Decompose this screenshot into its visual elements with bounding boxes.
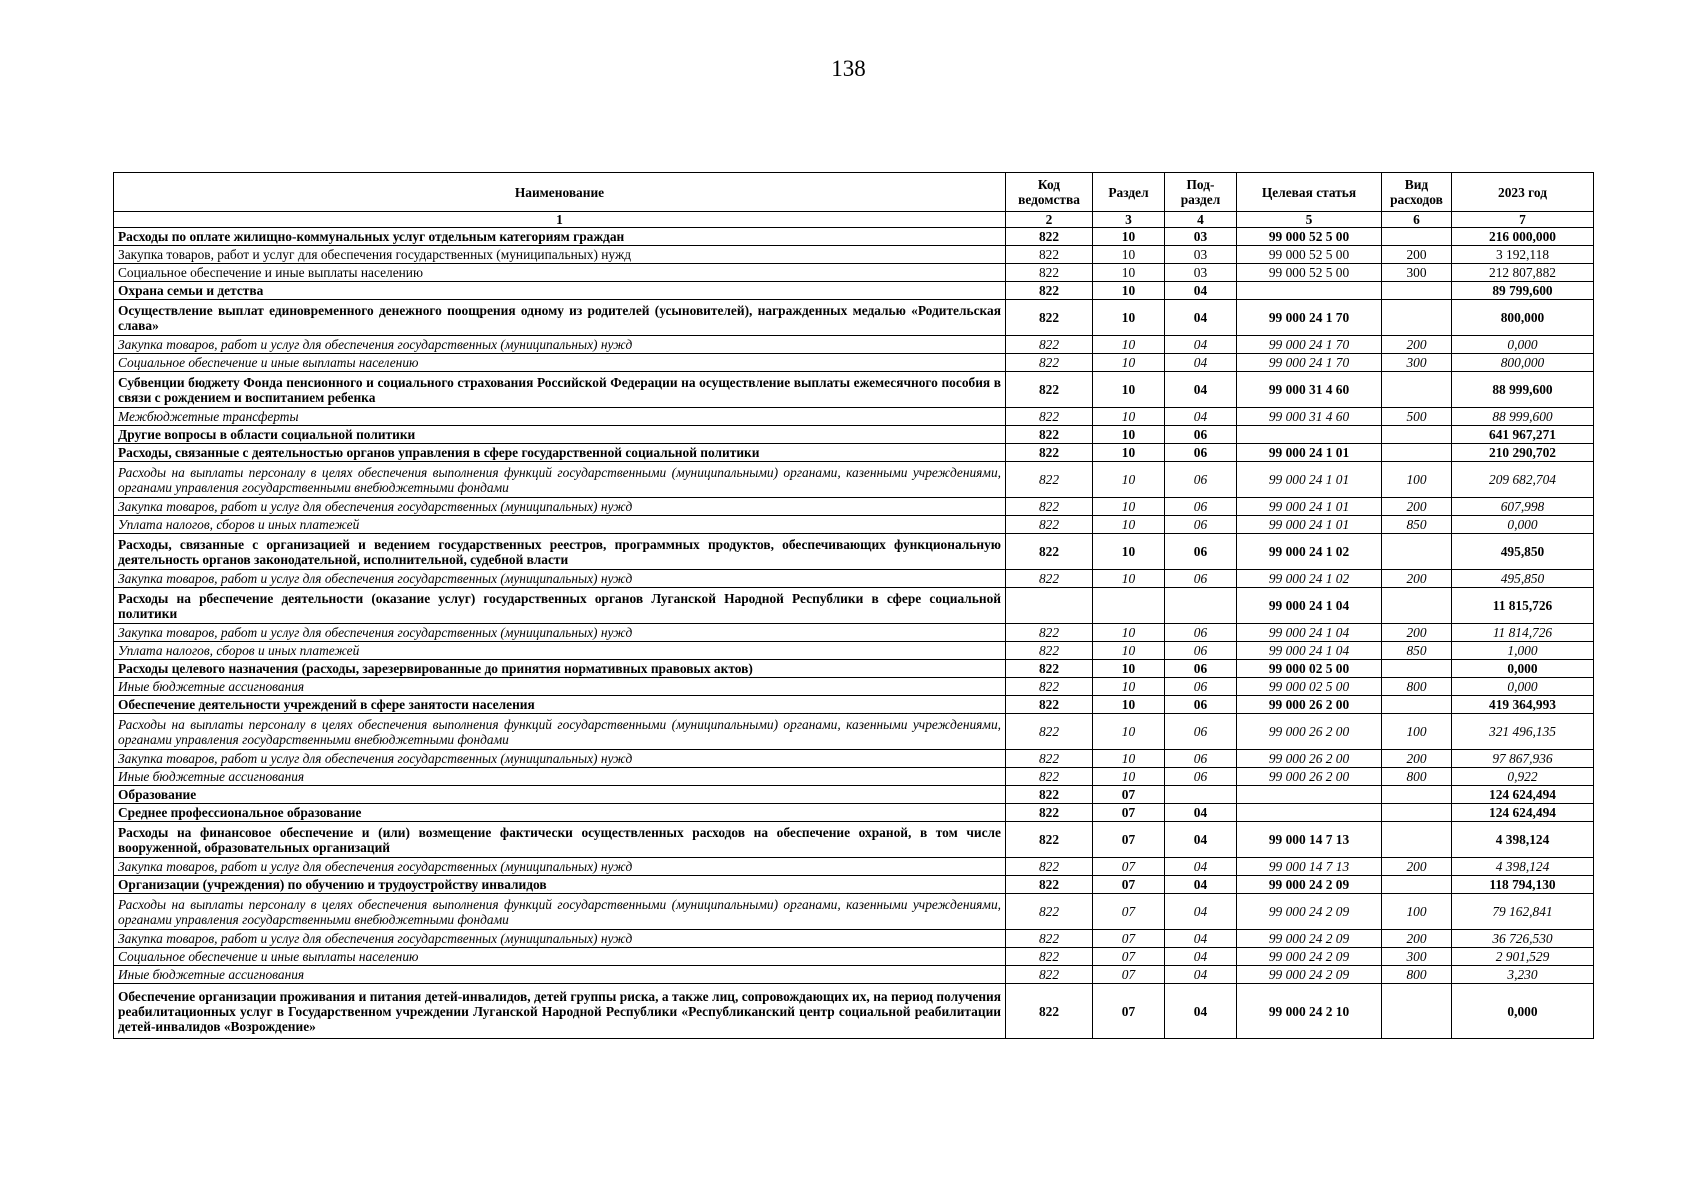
row-amount: 1,000 bbox=[1452, 642, 1594, 660]
row-subsection: 04 bbox=[1165, 984, 1237, 1039]
row-dept-code: 822 bbox=[1006, 570, 1093, 588]
row-section: 07 bbox=[1093, 948, 1165, 966]
table-row bbox=[114, 444, 1594, 462]
row-expense-kind bbox=[1382, 588, 1452, 624]
row-expense-kind: 800 bbox=[1382, 678, 1452, 696]
row-target-article: 99 000 31 4 60 bbox=[1237, 372, 1382, 408]
row-name: Расходы на рбеспечение деятельности (оказание услуг) государственных органов Луганской Народной Республики в сфере социальной политики bbox=[114, 588, 1006, 624]
table-row bbox=[114, 696, 1594, 714]
table-row bbox=[114, 300, 1594, 336]
row-amount: 11 814,726 bbox=[1452, 624, 1594, 642]
table-row bbox=[114, 768, 1594, 786]
row-name: Иные бюджетные ассигнования bbox=[114, 768, 1006, 786]
row-target-article: 99 000 24 2 09 bbox=[1237, 948, 1382, 966]
row-section: 07 bbox=[1093, 822, 1165, 858]
row-expense-kind: 300 bbox=[1382, 264, 1452, 282]
column-number: 5 bbox=[1237, 212, 1382, 228]
row-section: 07 bbox=[1093, 966, 1165, 984]
row-subsection: 04 bbox=[1165, 876, 1237, 894]
row-amount: 88 999,600 bbox=[1452, 372, 1594, 408]
row-amount: 210 290,702 bbox=[1452, 444, 1594, 462]
row-amount: 2 901,529 bbox=[1452, 948, 1594, 966]
row-target-article bbox=[1237, 282, 1382, 300]
table-row bbox=[114, 948, 1594, 966]
row-dept-code: 822 bbox=[1006, 498, 1093, 516]
table-row bbox=[114, 462, 1594, 498]
row-subsection: 06 bbox=[1165, 696, 1237, 714]
row-expense-kind bbox=[1382, 300, 1452, 336]
table-row bbox=[114, 498, 1594, 516]
row-subsection: 06 bbox=[1165, 714, 1237, 750]
row-amount: 419 364,993 bbox=[1452, 696, 1594, 714]
row-dept-code: 822 bbox=[1006, 948, 1093, 966]
row-amount: 607,998 bbox=[1452, 498, 1594, 516]
row-subsection: 06 bbox=[1165, 462, 1237, 498]
row-subsection: 04 bbox=[1165, 300, 1237, 336]
row-subsection: 06 bbox=[1165, 498, 1237, 516]
row-subsection bbox=[1165, 588, 1237, 624]
row-name: Обеспечение организации проживания и питания детей-инвалидов, детей группы риска, а также лиц, сопровождающих их, на период получения реабилитационных услуг в Государственном учреждении Луганской Народной Республики «Республиканский центр социальной реабилитации детей-инвалидов «Возрождение» bbox=[114, 984, 1006, 1039]
row-section: 10 bbox=[1093, 624, 1165, 642]
table-row bbox=[114, 588, 1594, 624]
row-name: Социальное обеспечение и иные выплаты населению bbox=[114, 264, 1006, 282]
row-expense-kind: 200 bbox=[1382, 570, 1452, 588]
row-subsection: 04 bbox=[1165, 336, 1237, 354]
row-section: 10 bbox=[1093, 336, 1165, 354]
row-dept-code: 822 bbox=[1006, 246, 1093, 264]
row-dept-code: 822 bbox=[1006, 984, 1093, 1039]
row-name: Субвенции бюджету Фонда пенсионного и социального страхования Российской Федерации на осуществление выплаты ежемесячного пособия в связи с рождением и воспитанием ребенка bbox=[114, 372, 1006, 408]
row-expense-kind: 200 bbox=[1382, 750, 1452, 768]
row-expense-kind bbox=[1382, 228, 1452, 246]
row-dept-code: 822 bbox=[1006, 750, 1093, 768]
table-row bbox=[114, 678, 1594, 696]
row-expense-kind: 500 bbox=[1382, 408, 1452, 426]
row-target-article: 99 000 24 1 01 bbox=[1237, 444, 1382, 462]
row-expense-kind: 200 bbox=[1382, 858, 1452, 876]
row-dept-code: 822 bbox=[1006, 930, 1093, 948]
table-row bbox=[114, 426, 1594, 444]
row-amount: 800,000 bbox=[1452, 354, 1594, 372]
row-target-article: 99 000 52 5 00 bbox=[1237, 228, 1382, 246]
header-dept-code: Код ведомства bbox=[1006, 173, 1093, 212]
row-subsection: 06 bbox=[1165, 570, 1237, 588]
table-row bbox=[114, 228, 1594, 246]
table-header-row bbox=[114, 173, 1594, 212]
row-section: 07 bbox=[1093, 786, 1165, 804]
row-target-article: 99 000 26 2 00 bbox=[1237, 696, 1382, 714]
table-row bbox=[114, 858, 1594, 876]
row-dept-code: 822 bbox=[1006, 714, 1093, 750]
table-row bbox=[114, 894, 1594, 930]
row-target-article: 99 000 24 2 09 bbox=[1237, 930, 1382, 948]
row-dept-code: 822 bbox=[1006, 858, 1093, 876]
header-subsection: Под-раздел bbox=[1165, 173, 1237, 212]
budget-table bbox=[113, 172, 1594, 1039]
row-dept-code: 822 bbox=[1006, 282, 1093, 300]
row-expense-kind: 200 bbox=[1382, 930, 1452, 948]
row-target-article: 99 000 24 1 01 bbox=[1237, 462, 1382, 498]
row-target-article: 99 000 24 1 02 bbox=[1237, 570, 1382, 588]
row-subsection: 06 bbox=[1165, 624, 1237, 642]
column-number: 4 bbox=[1165, 212, 1237, 228]
row-name: Среднее профессиональное образование bbox=[114, 804, 1006, 822]
row-target-article: 99 000 24 1 70 bbox=[1237, 300, 1382, 336]
row-subsection: 04 bbox=[1165, 894, 1237, 930]
row-subsection: 03 bbox=[1165, 264, 1237, 282]
row-expense-kind bbox=[1382, 660, 1452, 678]
row-expense-kind: 200 bbox=[1382, 624, 1452, 642]
table-row bbox=[114, 516, 1594, 534]
row-name: Осуществление выплат единовременного денежного поощрения одному из родителей (усыновителей), награжденных медалью «Родительская слава» bbox=[114, 300, 1006, 336]
row-target-article: 99 000 24 1 02 bbox=[1237, 534, 1382, 570]
row-target-article: 99 000 52 5 00 bbox=[1237, 264, 1382, 282]
row-name: Закупка товаров, работ и услуг для обеспечения государственных (муниципальных) нужд bbox=[114, 624, 1006, 642]
table-row bbox=[114, 624, 1594, 642]
row-dept-code: 822 bbox=[1006, 228, 1093, 246]
row-amount: 124 624,494 bbox=[1452, 786, 1594, 804]
row-dept-code: 822 bbox=[1006, 372, 1093, 408]
row-subsection: 06 bbox=[1165, 426, 1237, 444]
row-amount: 79 162,841 bbox=[1452, 894, 1594, 930]
column-number: 2 bbox=[1006, 212, 1093, 228]
row-subsection: 06 bbox=[1165, 516, 1237, 534]
row-name: Закупка товаров, работ и услуг для обеспечения государственных (муниципальных) нужд bbox=[114, 750, 1006, 768]
row-target-article: 99 000 24 1 01 bbox=[1237, 516, 1382, 534]
row-expense-kind: 100 bbox=[1382, 714, 1452, 750]
table-row bbox=[114, 714, 1594, 750]
row-target-article: 99 000 24 1 04 bbox=[1237, 642, 1382, 660]
row-expense-kind: 300 bbox=[1382, 354, 1452, 372]
row-name: Образование bbox=[114, 786, 1006, 804]
row-dept-code: 822 bbox=[1006, 660, 1093, 678]
row-expense-kind bbox=[1382, 282, 1452, 300]
row-dept-code bbox=[1006, 588, 1093, 624]
row-name: Охрана семьи и детства bbox=[114, 282, 1006, 300]
row-expense-kind bbox=[1382, 786, 1452, 804]
row-expense-kind bbox=[1382, 696, 1452, 714]
row-amount: 0,000 bbox=[1452, 660, 1594, 678]
row-amount: 321 496,135 bbox=[1452, 714, 1594, 750]
column-number: 1 bbox=[114, 212, 1006, 228]
row-section: 07 bbox=[1093, 858, 1165, 876]
row-name: Социальное обеспечение и иные выплаты населению bbox=[114, 948, 1006, 966]
row-amount: 212 807,882 bbox=[1452, 264, 1594, 282]
row-expense-kind bbox=[1382, 876, 1452, 894]
table-row bbox=[114, 660, 1594, 678]
row-subsection: 06 bbox=[1165, 660, 1237, 678]
row-name: Иные бюджетные ассигнования bbox=[114, 678, 1006, 696]
row-amount: 3 192,118 bbox=[1452, 246, 1594, 264]
row-section: 07 bbox=[1093, 894, 1165, 930]
row-dept-code: 822 bbox=[1006, 354, 1093, 372]
row-target-article: 99 000 52 5 00 bbox=[1237, 246, 1382, 264]
row-section: 10 bbox=[1093, 426, 1165, 444]
row-name: Расходы, связанные с деятельностью органов управления в сфере государственной социальной политики bbox=[114, 444, 1006, 462]
row-target-article: 99 000 14 7 13 bbox=[1237, 858, 1382, 876]
row-expense-kind: 800 bbox=[1382, 966, 1452, 984]
row-target-article: 99 000 26 2 00 bbox=[1237, 768, 1382, 786]
row-subsection: 03 bbox=[1165, 246, 1237, 264]
row-subsection: 06 bbox=[1165, 768, 1237, 786]
row-expense-kind: 200 bbox=[1382, 498, 1452, 516]
row-subsection: 06 bbox=[1165, 534, 1237, 570]
row-subsection: 04 bbox=[1165, 948, 1237, 966]
row-amount: 3,230 bbox=[1452, 966, 1594, 984]
row-dept-code: 822 bbox=[1006, 336, 1093, 354]
row-amount: 0,000 bbox=[1452, 984, 1594, 1039]
budget-table-body bbox=[114, 228, 1594, 1039]
row-target-article: 99 000 24 2 10 bbox=[1237, 984, 1382, 1039]
row-name: Иные бюджетные ассигнования bbox=[114, 966, 1006, 984]
row-target-article: 99 000 24 1 04 bbox=[1237, 588, 1382, 624]
row-dept-code: 822 bbox=[1006, 768, 1093, 786]
row-expense-kind: 300 bbox=[1382, 948, 1452, 966]
table-row bbox=[114, 246, 1594, 264]
table-row bbox=[114, 822, 1594, 858]
row-subsection: 06 bbox=[1165, 750, 1237, 768]
header-name: Наименование bbox=[114, 173, 1006, 212]
row-section: 10 bbox=[1093, 354, 1165, 372]
row-target-article bbox=[1237, 804, 1382, 822]
row-name: Расходы на финансовое обеспечение и (или) возмещение фактически осуществленных расходов на обеспечение охраной, в том числе вооруженной, образовательных организаций bbox=[114, 822, 1006, 858]
row-name: Расходы, связанные с организацией и ведением государственных реестров, программных продуктов, обеспечивающих функциональную деятельность органов законодательной, исполнительной, судебной власти bbox=[114, 534, 1006, 570]
row-section: 10 bbox=[1093, 300, 1165, 336]
row-subsection: 04 bbox=[1165, 966, 1237, 984]
table-row bbox=[114, 570, 1594, 588]
row-name: Закупка товаров, работ и услуг для обеспечения государственных (муниципальных) нужд bbox=[114, 570, 1006, 588]
row-section: 10 bbox=[1093, 642, 1165, 660]
row-section: 10 bbox=[1093, 678, 1165, 696]
row-target-article: 99 000 24 2 09 bbox=[1237, 894, 1382, 930]
row-expense-kind: 800 bbox=[1382, 768, 1452, 786]
row-section: 07 bbox=[1093, 876, 1165, 894]
row-dept-code: 822 bbox=[1006, 804, 1093, 822]
row-dept-code: 822 bbox=[1006, 516, 1093, 534]
row-name: Обеспечение деятельности учреждений в сфере занятости населения bbox=[114, 696, 1006, 714]
row-amount: 4 398,124 bbox=[1452, 858, 1594, 876]
row-section: 10 bbox=[1093, 498, 1165, 516]
row-name: Другие вопросы в области социальной политики bbox=[114, 426, 1006, 444]
row-subsection: 06 bbox=[1165, 678, 1237, 696]
row-dept-code: 822 bbox=[1006, 426, 1093, 444]
row-target-article: 99 000 26 2 00 bbox=[1237, 750, 1382, 768]
row-expense-kind bbox=[1382, 822, 1452, 858]
header-expense-kind: Вид расходов bbox=[1382, 173, 1452, 212]
row-section: 10 bbox=[1093, 372, 1165, 408]
row-amount: 89 799,600 bbox=[1452, 282, 1594, 300]
row-subsection: 06 bbox=[1165, 444, 1237, 462]
row-section: 10 bbox=[1093, 516, 1165, 534]
row-section: 10 bbox=[1093, 462, 1165, 498]
column-number: 3 bbox=[1093, 212, 1165, 228]
row-expense-kind: 850 bbox=[1382, 642, 1452, 660]
row-subsection: 04 bbox=[1165, 822, 1237, 858]
table-row bbox=[114, 750, 1594, 768]
row-expense-kind: 100 bbox=[1382, 894, 1452, 930]
row-dept-code: 822 bbox=[1006, 642, 1093, 660]
table-row bbox=[114, 930, 1594, 948]
row-amount: 495,850 bbox=[1452, 534, 1594, 570]
table-row bbox=[114, 354, 1594, 372]
row-subsection: 06 bbox=[1165, 642, 1237, 660]
row-section: 10 bbox=[1093, 696, 1165, 714]
table-row bbox=[114, 372, 1594, 408]
row-amount: 88 999,600 bbox=[1452, 408, 1594, 426]
row-expense-kind bbox=[1382, 984, 1452, 1039]
row-section: 10 bbox=[1093, 750, 1165, 768]
header-target-article: Целевая статья bbox=[1237, 173, 1382, 212]
row-target-article bbox=[1237, 786, 1382, 804]
row-section: 10 bbox=[1093, 660, 1165, 678]
row-amount: 36 726,530 bbox=[1452, 930, 1594, 948]
header-year-2023: 2023 год bbox=[1452, 173, 1594, 212]
row-dept-code: 822 bbox=[1006, 876, 1093, 894]
row-name: Расходы на выплаты персоналу в целях обеспечения выполнения функций государственными (муниципальными) органами, казенными учреждениями, органами управления государственными внебюджетными фондами bbox=[114, 462, 1006, 498]
row-expense-kind bbox=[1382, 534, 1452, 570]
row-subsection: 03 bbox=[1165, 228, 1237, 246]
header-section: Раздел bbox=[1093, 173, 1165, 212]
row-expense-kind: 200 bbox=[1382, 336, 1452, 354]
row-name: Закупка товаров, работ и услуг для обеспечения государственных (муниципальных) нужд bbox=[114, 498, 1006, 516]
row-expense-kind: 850 bbox=[1382, 516, 1452, 534]
table-row bbox=[114, 966, 1594, 984]
row-expense-kind: 100 bbox=[1382, 462, 1452, 498]
row-dept-code: 822 bbox=[1006, 300, 1093, 336]
row-name: Социальное обеспечение и иные выплаты населению bbox=[114, 354, 1006, 372]
row-section: 07 bbox=[1093, 984, 1165, 1039]
row-dept-code: 822 bbox=[1006, 786, 1093, 804]
row-target-article: 99 000 24 1 70 bbox=[1237, 336, 1382, 354]
row-target-article: 99 000 24 1 70 bbox=[1237, 354, 1382, 372]
row-dept-code: 822 bbox=[1006, 264, 1093, 282]
row-amount: 495,850 bbox=[1452, 570, 1594, 588]
row-name: Уплата налогов, сборов и иных платежей bbox=[114, 516, 1006, 534]
row-section: 10 bbox=[1093, 264, 1165, 282]
page-number: 138 bbox=[831, 56, 866, 81]
row-dept-code: 822 bbox=[1006, 462, 1093, 498]
row-subsection: 04 bbox=[1165, 354, 1237, 372]
row-amount: 97 867,936 bbox=[1452, 750, 1594, 768]
column-number: 7 bbox=[1452, 212, 1594, 228]
row-section: 10 bbox=[1093, 228, 1165, 246]
row-section: 07 bbox=[1093, 804, 1165, 822]
row-section: 10 bbox=[1093, 534, 1165, 570]
row-name: Межбюджетные трансферты bbox=[114, 408, 1006, 426]
row-amount: 641 967,271 bbox=[1452, 426, 1594, 444]
row-expense-kind bbox=[1382, 426, 1452, 444]
row-name: Закупка товаров, работ и услуг для обеспечения государственных (муниципальных) нужд bbox=[114, 930, 1006, 948]
row-dept-code: 822 bbox=[1006, 894, 1093, 930]
table-row bbox=[114, 408, 1594, 426]
row-dept-code: 822 bbox=[1006, 678, 1093, 696]
row-dept-code: 822 bbox=[1006, 966, 1093, 984]
row-target-article: 99 000 02 5 00 bbox=[1237, 678, 1382, 696]
row-amount: 0,000 bbox=[1452, 336, 1594, 354]
table-row bbox=[114, 984, 1594, 1039]
row-name: Закупка товаров, работ и услуг для обеспечения государственных (муниципальных) нужд bbox=[114, 336, 1006, 354]
row-expense-kind bbox=[1382, 372, 1452, 408]
table-row bbox=[114, 336, 1594, 354]
row-amount: 11 815,726 bbox=[1452, 588, 1594, 624]
row-subsection: 04 bbox=[1165, 282, 1237, 300]
table-row bbox=[114, 786, 1594, 804]
row-dept-code: 822 bbox=[1006, 822, 1093, 858]
row-dept-code: 822 bbox=[1006, 444, 1093, 462]
row-subsection: 04 bbox=[1165, 372, 1237, 408]
row-amount: 118 794,130 bbox=[1452, 876, 1594, 894]
row-amount: 124 624,494 bbox=[1452, 804, 1594, 822]
row-subsection bbox=[1165, 786, 1237, 804]
row-name: Закупка товаров, работ и услуг для обеспечения государственных (муниципальных) нужд bbox=[114, 246, 1006, 264]
row-amount: 0,000 bbox=[1452, 678, 1594, 696]
row-amount: 209 682,704 bbox=[1452, 462, 1594, 498]
row-amount: 216 000,000 bbox=[1452, 228, 1594, 246]
table-row bbox=[114, 876, 1594, 894]
row-target-article: 99 000 24 1 01 bbox=[1237, 498, 1382, 516]
row-section: 10 bbox=[1093, 444, 1165, 462]
row-target-article: 99 000 14 7 13 bbox=[1237, 822, 1382, 858]
table-row bbox=[114, 642, 1594, 660]
table-row bbox=[114, 534, 1594, 570]
row-section: 10 bbox=[1093, 246, 1165, 264]
column-number: 6 bbox=[1382, 212, 1452, 228]
row-amount: 800,000 bbox=[1452, 300, 1594, 336]
row-amount: 0,922 bbox=[1452, 768, 1594, 786]
row-name: Расходы на выплаты персоналу в целях обеспечения выполнения функций государственными (муниципальными) органами, казенными учреждениями, органами управления государственными внебюджетными фондами bbox=[114, 714, 1006, 750]
row-section: 07 bbox=[1093, 930, 1165, 948]
table-row bbox=[114, 804, 1594, 822]
row-name: Расходы целевого назначения (расходы, зарезервированные до принятия нормативных правовых актов) bbox=[114, 660, 1006, 678]
row-expense-kind bbox=[1382, 804, 1452, 822]
row-dept-code: 822 bbox=[1006, 534, 1093, 570]
row-amount: 0,000 bbox=[1452, 516, 1594, 534]
row-section: 10 bbox=[1093, 282, 1165, 300]
row-target-article: 99 000 24 1 04 bbox=[1237, 624, 1382, 642]
row-dept-code: 822 bbox=[1006, 696, 1093, 714]
row-name: Расходы по оплате жилищно-коммунальных услуг отдельным категориям граждан bbox=[114, 228, 1006, 246]
table-row bbox=[114, 282, 1594, 300]
row-amount: 4 398,124 bbox=[1452, 822, 1594, 858]
row-subsection: 04 bbox=[1165, 930, 1237, 948]
row-target-article: 99 000 24 2 09 bbox=[1237, 966, 1382, 984]
row-subsection: 04 bbox=[1165, 804, 1237, 822]
table-row bbox=[114, 264, 1594, 282]
row-target-article: 99 000 02 5 00 bbox=[1237, 660, 1382, 678]
row-section: 10 bbox=[1093, 570, 1165, 588]
row-name: Закупка товаров, работ и услуг для обеспечения государственных (муниципальных) нужд bbox=[114, 858, 1006, 876]
row-dept-code: 822 bbox=[1006, 408, 1093, 426]
row-expense-kind bbox=[1382, 444, 1452, 462]
row-target-article: 99 000 24 2 09 bbox=[1237, 876, 1382, 894]
row-section: 10 bbox=[1093, 768, 1165, 786]
row-name: Уплата налогов, сборов и иных платежей bbox=[114, 642, 1006, 660]
row-dept-code: 822 bbox=[1006, 624, 1093, 642]
row-name: Расходы на выплаты персоналу в целях обеспечения выполнения функций государственными (муниципальными) органами, казенными учреждениями, органами управления государственными внебюджетными фондами bbox=[114, 894, 1006, 930]
row-section: 10 bbox=[1093, 714, 1165, 750]
row-target-article: 99 000 26 2 00 bbox=[1237, 714, 1382, 750]
row-section bbox=[1093, 588, 1165, 624]
column-numbers-row bbox=[114, 212, 1594, 228]
row-target-article bbox=[1237, 426, 1382, 444]
row-name: Организации (учреждения) по обучению и трудоустройству инвалидов bbox=[114, 876, 1006, 894]
row-target-article: 99 000 31 4 60 bbox=[1237, 408, 1382, 426]
row-section: 10 bbox=[1093, 408, 1165, 426]
row-subsection: 04 bbox=[1165, 858, 1237, 876]
row-subsection: 04 bbox=[1165, 408, 1237, 426]
row-expense-kind: 200 bbox=[1382, 246, 1452, 264]
